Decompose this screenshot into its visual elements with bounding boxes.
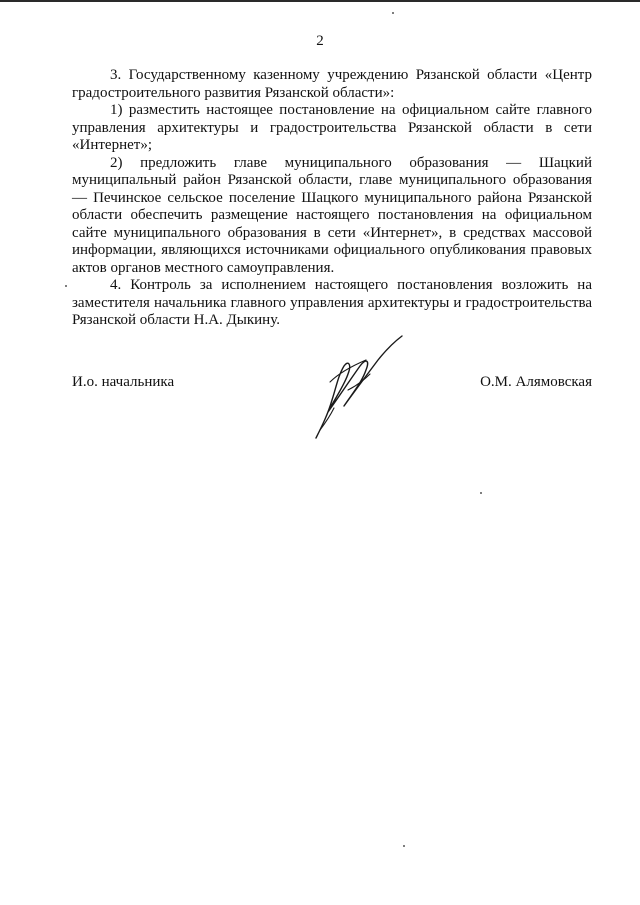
paragraph-4: 4. Контроль за исполнением настоящего постановления возложить на заместителя начальника главного управления архитектуры и градостроительства Рязанской области Н.А. Дыкину. [72,277,592,328]
scan-speck [392,12,394,14]
page-number: 2 [316,33,324,49]
signatory-position: И.о. начальника [72,374,175,390]
document-body [72,67,592,330]
top-border-line [0,0,640,2]
paragraph-3-2: 2) предложить главе муниципального образования — Шацкий муниципальный район Рязанской области, главе муниципального образования — Печинское сельское поселение Шацкого муниципального района Рязанской области обеспечить размещение настоящего постановления на официальном сайте муниципального образования в сети «Интернет», в средствах массовой информации, являющихся источниками официального опубликования правовых актов органов местного самоуправления. [72,154,592,276]
signatory-name: О.М. Алямовская [480,374,592,390]
handwritten-signature [308,330,418,445]
scan-speck [65,285,67,287]
paragraph-3: 3. Государственному казенному учреждению Рязанской области «Центр градостроительного развития Рязанской области»: [72,67,592,101]
paragraph-3-1: 1) разместить настоящее постановление на официальном сайте главного управления архитектуры и градостроительства Рязанской области в сети «Интернет»; [72,102,592,153]
scan-speck [403,845,405,847]
scan-speck [480,492,482,494]
